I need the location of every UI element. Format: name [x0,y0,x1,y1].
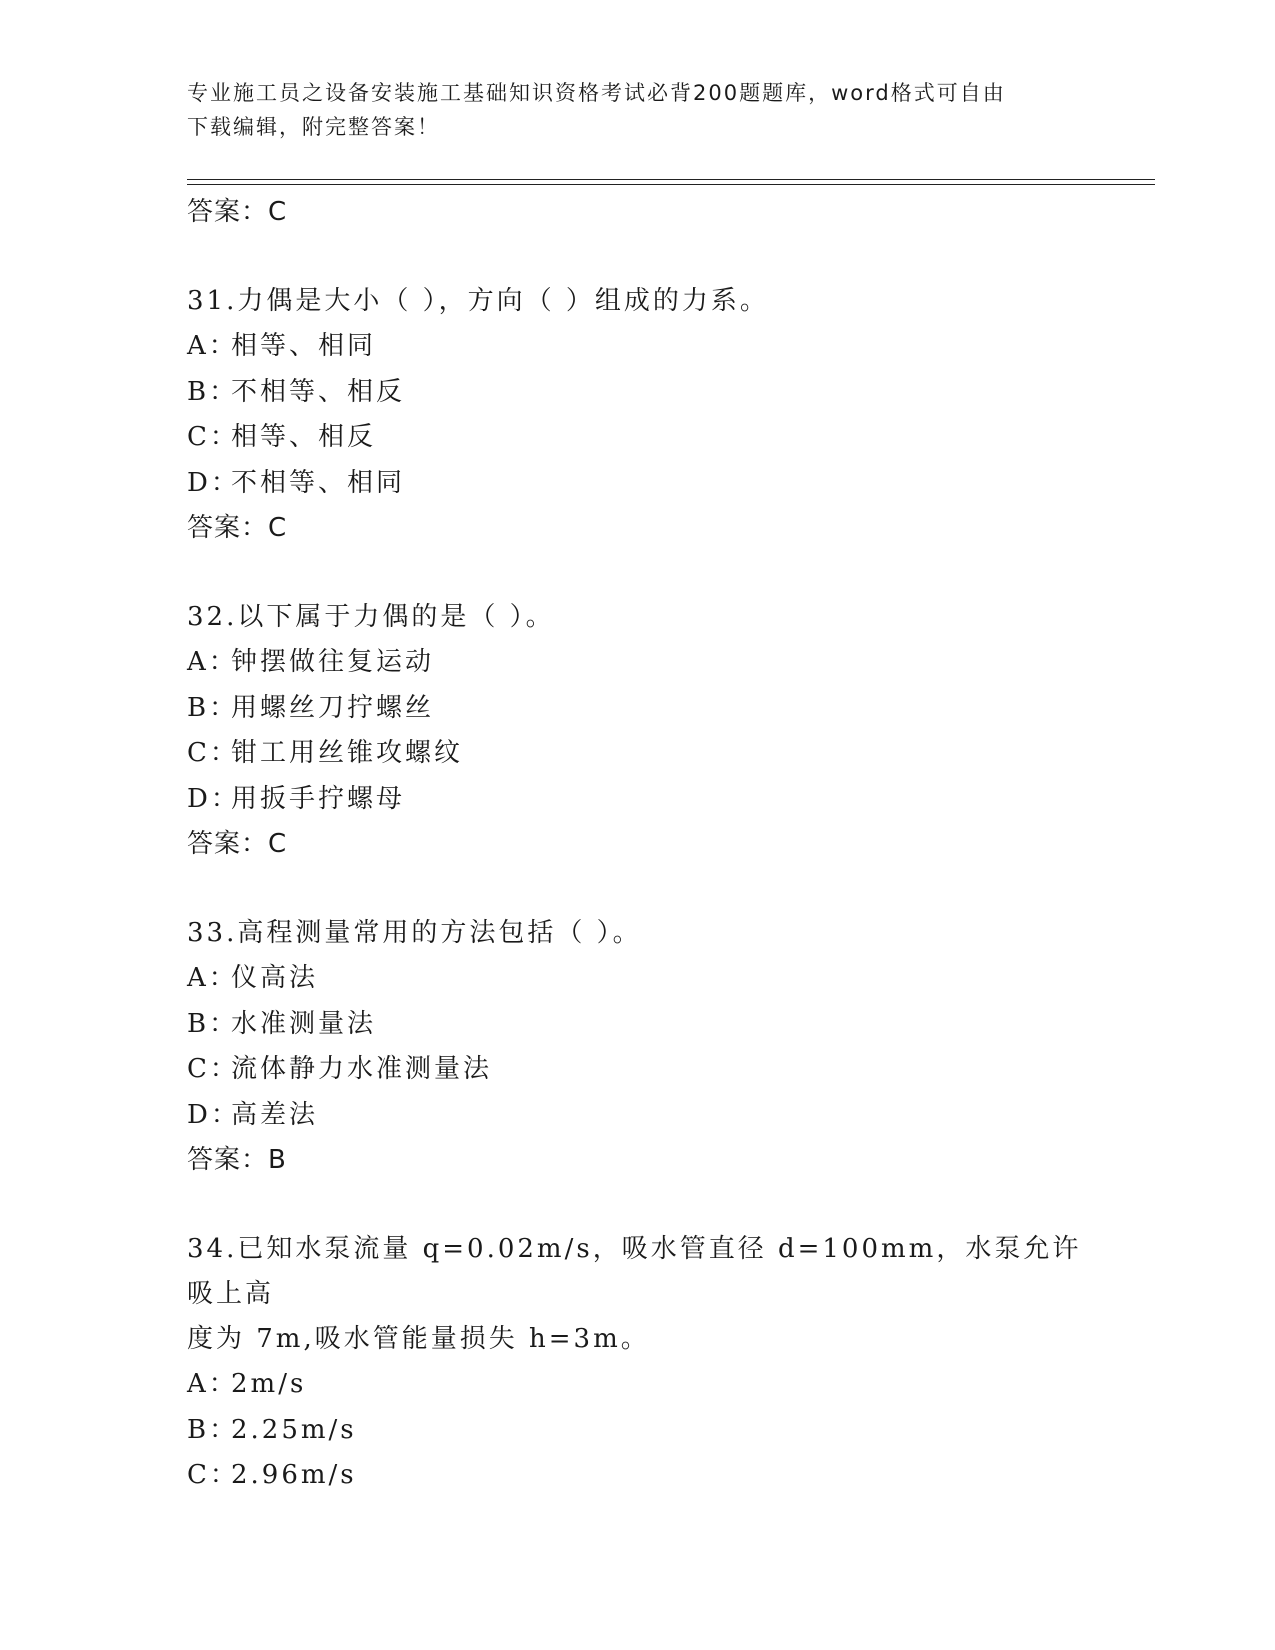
option-key: D： [187,783,240,814]
option-b [187,1002,1087,1048]
option-a [187,640,1087,686]
header-line-1: 专业施工员之设备安装施工基础知识资格考试必背200题题库，word格式可自由 [187,81,1006,105]
option-b [187,370,1087,416]
answer: 答案：C [187,513,288,543]
option-key: A： [187,331,238,361]
option-text: 仪高法 [231,963,319,993]
option-key: A： [187,963,238,993]
option-text: 2m/s [231,1369,307,1399]
option-key: B： [187,376,239,407]
option-c [187,1047,1087,1093]
option-d [187,1093,1087,1139]
option-c [187,731,1087,777]
answer: 答案：B [187,1145,287,1175]
option-key: D： [187,1099,240,1130]
option-a [187,956,1087,1002]
option-key: C： [187,1460,239,1490]
header-line-2: 下载编辑，附完整答案！ [187,115,440,139]
question-stem-line-1: 34.已知水泵流量 q=0.02m/s，吸水管直径 d=100mm，水泵允许吸上高 [187,1234,1082,1309]
spacer [187,550,1087,595]
question-stem: 33.高程测量常用的方法包括（ ）。 [187,918,642,948]
option-text: 2.25m/s [231,1414,357,1445]
option-key: C： [187,738,239,768]
option-key: C： [187,422,239,452]
question-31 [187,279,1087,550]
option-key: A： [187,647,238,677]
spacer [187,866,1087,911]
option-text: 相等、相反 [231,422,377,452]
question-stem: 32.以下属于力偶的是（ ）。 [187,602,555,632]
option-text: 不相等、相同 [231,467,406,498]
option-text: 钟摆做往复运动 [231,647,435,677]
option-key: D： [187,467,240,498]
question-33 [187,911,1087,1182]
option-text: 钳工用丝锥攻螺纹 [231,738,464,768]
option-a [187,324,1087,370]
answer: 答案：C [187,829,288,859]
option-text: 2.96m/s [231,1460,357,1490]
option-d [187,777,1087,823]
document-header [187,76,1087,144]
question-34 [187,1227,1087,1499]
header-divider-bottom [187,184,1155,185]
spacer [187,1182,1087,1227]
option-text: 用扳手拧螺母 [231,783,406,814]
option-key: B： [187,1414,239,1445]
question-stem-line-2: 度为 7m,吸水管能量损失 h=3m。 [187,1324,650,1354]
question-stem: 31.力偶是大小（ ），方向（ ）组成的力系。 [187,286,769,316]
previous-answer: 答案：C [187,197,288,227]
option-key: B： [187,1008,239,1039]
option-d [187,461,1087,507]
option-text: 流体静力水准测量法 [231,1054,493,1084]
option-text: 用螺丝刀拧螺丝 [231,692,435,723]
option-text: 高差法 [231,1099,319,1130]
option-text: 相等、相同 [231,331,377,361]
option-b [187,1408,1087,1454]
option-b [187,686,1087,732]
option-text: 水准测量法 [231,1008,377,1039]
question-list [187,190,1087,1499]
option-key: B： [187,692,239,723]
header-divider-top [187,179,1155,180]
spacer [187,234,1087,279]
option-key: C： [187,1054,239,1084]
option-key: A： [187,1369,238,1399]
option-text: 不相等、相反 [231,376,406,407]
option-a [187,1362,1087,1408]
option-c [187,415,1087,461]
option-c [187,1453,1087,1499]
question-32 [187,595,1087,866]
